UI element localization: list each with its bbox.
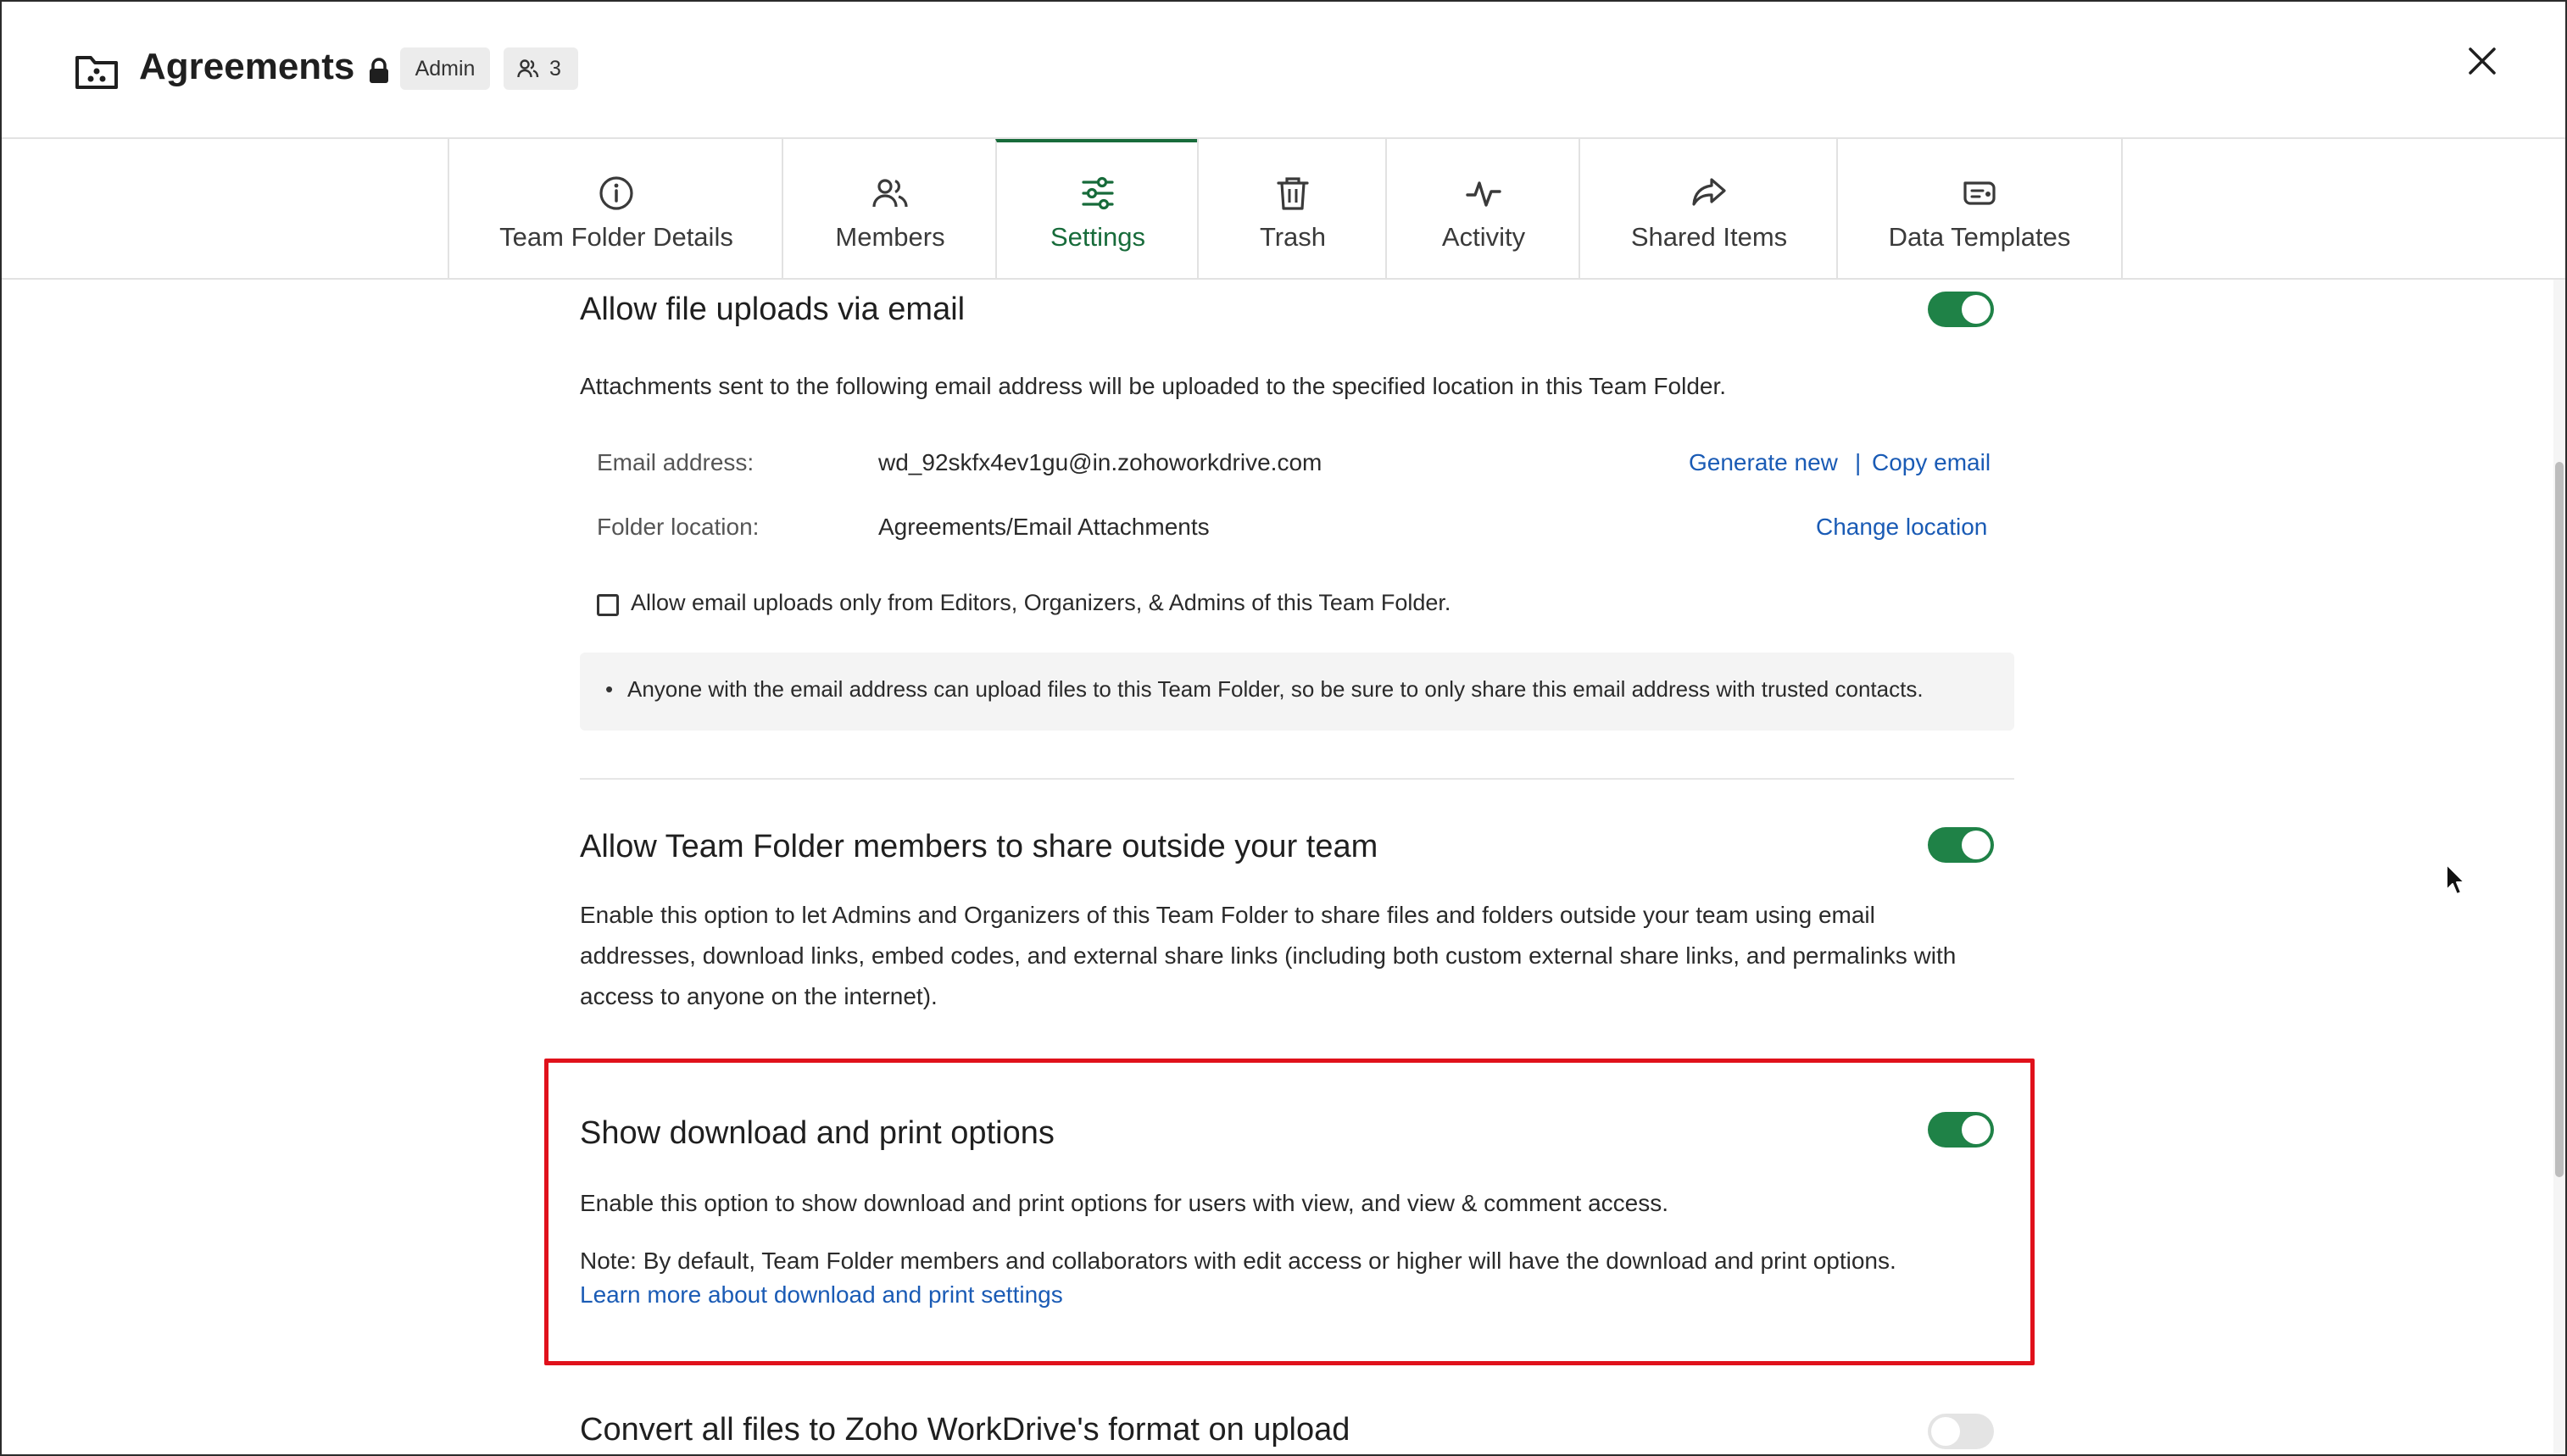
- restrict-uploads-label: Allow email uploads only from Editors, Organizers, & Admins of this Team Folder.: [631, 590, 1451, 615]
- tab-label: Settings: [1050, 222, 1145, 252]
- email-uploads-info-box: [580, 653, 2014, 731]
- link-separator: |: [1855, 449, 1862, 475]
- tab-shared-items[interactable]: [1579, 139, 1838, 278]
- share-outside-description: [580, 895, 1956, 1017]
- member-count-badge[interactable]: [504, 47, 578, 90]
- description-line: addresses, download links, embed codes, and external share links (including both custom external share links, and permalinks with: [580, 942, 1957, 969]
- tab-members[interactable]: [782, 139, 997, 278]
- lock-icon: [368, 58, 390, 85]
- info-text: Anyone with the email address can upload files to this Team Folder, so be sure to only share this email address with trusted contacts.: [627, 676, 1924, 702]
- description-line: Enable this option to let Admins and Organizers of this Team Folder to share files and folders outside your team using email: [580, 902, 1875, 928]
- tab-data-templates[interactable]: [1836, 139, 2123, 278]
- trash-icon: [1274, 175, 1311, 212]
- tab-label: Activity: [1441, 222, 1526, 252]
- toggle-knob: [1962, 831, 1991, 859]
- restrict-uploads-checkbox[interactable]: [597, 594, 619, 616]
- activity-icon: [1465, 175, 1502, 212]
- download-print-note: Note: By default, Team Folder members and collaborators with edit access or higher will have the download and print options.: [580, 1248, 1896, 1274]
- mouse-cursor-icon: [2445, 863, 2467, 897]
- members-icon: [517, 58, 539, 79]
- tab-label: Shared Items: [1630, 222, 1788, 252]
- learn-more-link[interactable]: Learn more about download and print settings: [580, 1281, 1063, 1308]
- role-badge: Admin: [400, 47, 490, 90]
- generate-new-link[interactable]: Generate new: [1689, 449, 1838, 475]
- info-icon: [598, 175, 635, 212]
- tab-label: Members: [835, 222, 945, 252]
- close-icon[interactable]: [2465, 44, 2499, 78]
- tab-label: Team Folder Details: [499, 222, 733, 252]
- convert-format-toggle[interactable]: [1928, 1414, 1994, 1449]
- download-print-title: Show download and print options: [580, 1115, 1055, 1151]
- convert-format-title: Convert all files to Zoho WorkDrive's format on upload: [580, 1412, 1350, 1448]
- description-line: access to anyone on the internet).: [580, 983, 938, 1009]
- scrollbar-thumb[interactable]: [2555, 462, 2564, 1177]
- email-address-value: wd_92skfx4ev1gu@in.zohoworkdrive.com: [878, 449, 1322, 475]
- folder-location-value: Agreements/Email Attachments: [878, 514, 1210, 540]
- members-icon: [871, 175, 909, 212]
- team-folder-icon: [75, 53, 119, 90]
- copy-email-link[interactable]: Copy email: [1872, 449, 1991, 475]
- email-uploads-title: Allow file uploads via email: [580, 292, 966, 327]
- scrollbar[interactable]: [2553, 280, 2565, 1454]
- tab-label: Trash: [1259, 222, 1327, 252]
- share-outside-title: Allow Team Folder members to share outside your team: [580, 829, 1378, 864]
- member-count: 3: [549, 57, 561, 81]
- sliders-icon: [1079, 175, 1116, 212]
- section-divider: [580, 778, 2014, 780]
- email-uploads-description: Attachments sent to the following email address will be uploaded to the specified location in this Team Folder.: [580, 373, 1727, 399]
- share-icon: [1690, 175, 1728, 212]
- tab-activity[interactable]: [1385, 139, 1580, 278]
- tab-bar: [2, 137, 2565, 280]
- data-template-icon: [1961, 175, 1998, 212]
- toggle-knob: [1931, 1417, 1960, 1446]
- highlight-box: [544, 1059, 2035, 1365]
- change-location-link[interactable]: Change location: [1816, 514, 1988, 540]
- folder-location-label: Folder location:: [597, 514, 760, 540]
- download-print-description: Enable this option to show download and print options for users with view, and view & comment access.: [580, 1190, 1669, 1216]
- tab-settings[interactable]: [995, 139, 1199, 278]
- tab-label: Data Templates: [1888, 222, 2071, 252]
- email-uploads-toggle[interactable]: [1928, 292, 1994, 327]
- share-outside-toggle[interactable]: [1928, 827, 1994, 863]
- settings-content: [2, 280, 2565, 1456]
- page-title: Agreements: [139, 46, 355, 87]
- email-address-label: Email address:: [597, 449, 755, 475]
- dialog-header: [2, 2, 2565, 137]
- info-bullet: •: [605, 676, 614, 702]
- tab-trash[interactable]: [1197, 139, 1387, 278]
- toggle-knob: [1962, 295, 1991, 324]
- tab-team-folder-details[interactable]: [448, 139, 783, 278]
